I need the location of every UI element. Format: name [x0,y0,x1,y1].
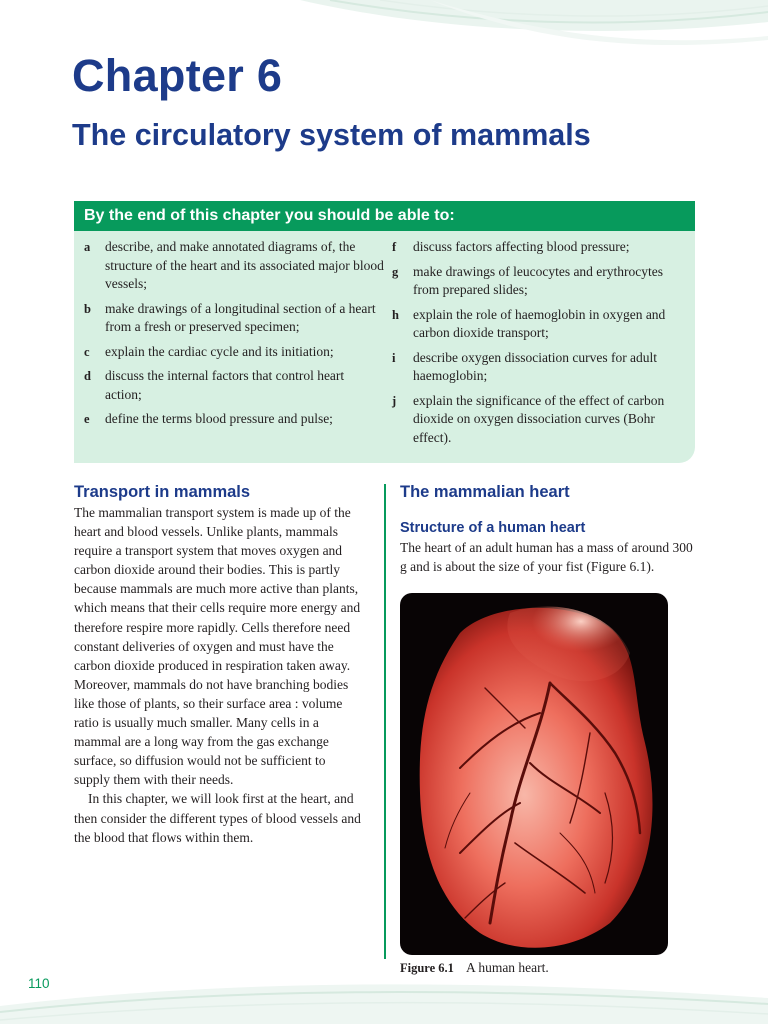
objectives-heading: By the end of this chapter you should be able to: [74,201,695,231]
transport-heading: Transport in mammals [74,483,251,501]
heart-subheading: Structure of a human heart [400,520,586,536]
heart-paragraph: The heart of an adult human has a mass of around 300 g and is about the size of your fist (Figure 6.1). [400,540,693,575]
objective-letter: g [392,264,399,279]
objective-text: explain the role of haemoglobin in oxygen and carbon dioxide transport; [413,306,666,340]
objective-item [84,367,384,404]
objective-letter: d [84,369,91,383]
objective-letter: h [392,307,399,322]
objective-text: make drawings of leucocytes and erythrocytes from prepared slides; [413,263,664,297]
objective-text: discuss factors affecting blood pressure; [413,239,630,254]
objective-letter: j [392,393,397,408]
objective-text: discuss the internal factors that control heart action; [105,368,345,402]
transport-section [74,481,364,847]
objective-item [84,238,384,294]
objective-item [84,300,384,337]
figure-caption [400,959,549,977]
objective-letter: i [392,350,396,365]
objective-item [84,343,384,362]
objective-text: describe oxygen dissociation curves for adult haemoglobin; [413,349,658,383]
objective-item [392,392,692,448]
objective-item [392,263,692,300]
figure-caption-text: A human heart. [465,960,549,975]
objective-letter: e [84,412,90,426]
objective-letter: f [392,240,397,254]
figure-label: Figure 6.1 [400,961,454,975]
heart-heading: The mammalian heart [400,483,570,501]
heart-section [400,481,700,576]
objective-item [392,349,692,386]
objective-text: explain the cardiac cycle and its initiation; [105,343,334,359]
objective-item [392,238,692,257]
objectives-right-list [392,238,692,453]
column-divider [384,484,386,959]
objective-text: describe, and make annotated diagrams of, the structure of the heart and its associated major blood vessels; [105,239,384,291]
transport-paragraph: The mammalian transport system is made up of the heart and blood vessels. Unlike plants, mammals require a transport system that moves oxygen and carbon dioxide around their bodies. This is partly because mammals are much more active than plants, which means that their cells require more energy and therefore respire more rapidly. Cells therefore need constant deliveries of oxygen and must have the carbon dioxide produced in respiration taken away. Moreover, mammals do not have branching bodies like those of plants, so their surface area : volume ratio is usually much smaller. Many cells in a mammal are a long way from the gas exchange surface, so diffusion would not be sufficient to supply them with their needs. [74,505,361,788]
objective-text: make drawings of a longitudinal section of a heart from a fresh or preserved specimen; [105,300,376,334]
objective-item [392,306,692,343]
objective-item [84,410,384,429]
page-number: 110 [28,976,50,991]
objective-text: define the terms blood pressure and pulse; [105,411,333,426]
objective-letter: b [84,301,91,316]
chapter-number: Chapter 6 [72,50,283,101]
objective-letter: a [84,240,91,254]
transport-paragraph-2: In this chapter, we will look first at the heart, and then consider the different types of blood vessels and the blood that flows within them. [74,791,361,845]
chapter-title: The circulatory system of mammals [72,118,591,152]
objective-letter: c [84,344,90,359]
objectives-left-list [84,238,384,435]
footer-decoration [0,968,768,1024]
heart-photo [400,593,668,955]
objective-text: explain the significance of the effect of carbon dioxide on oxygen dissociation curves (Bohr effect). [413,392,665,445]
heart-image [400,593,668,955]
learning-objectives-box [74,201,695,463]
